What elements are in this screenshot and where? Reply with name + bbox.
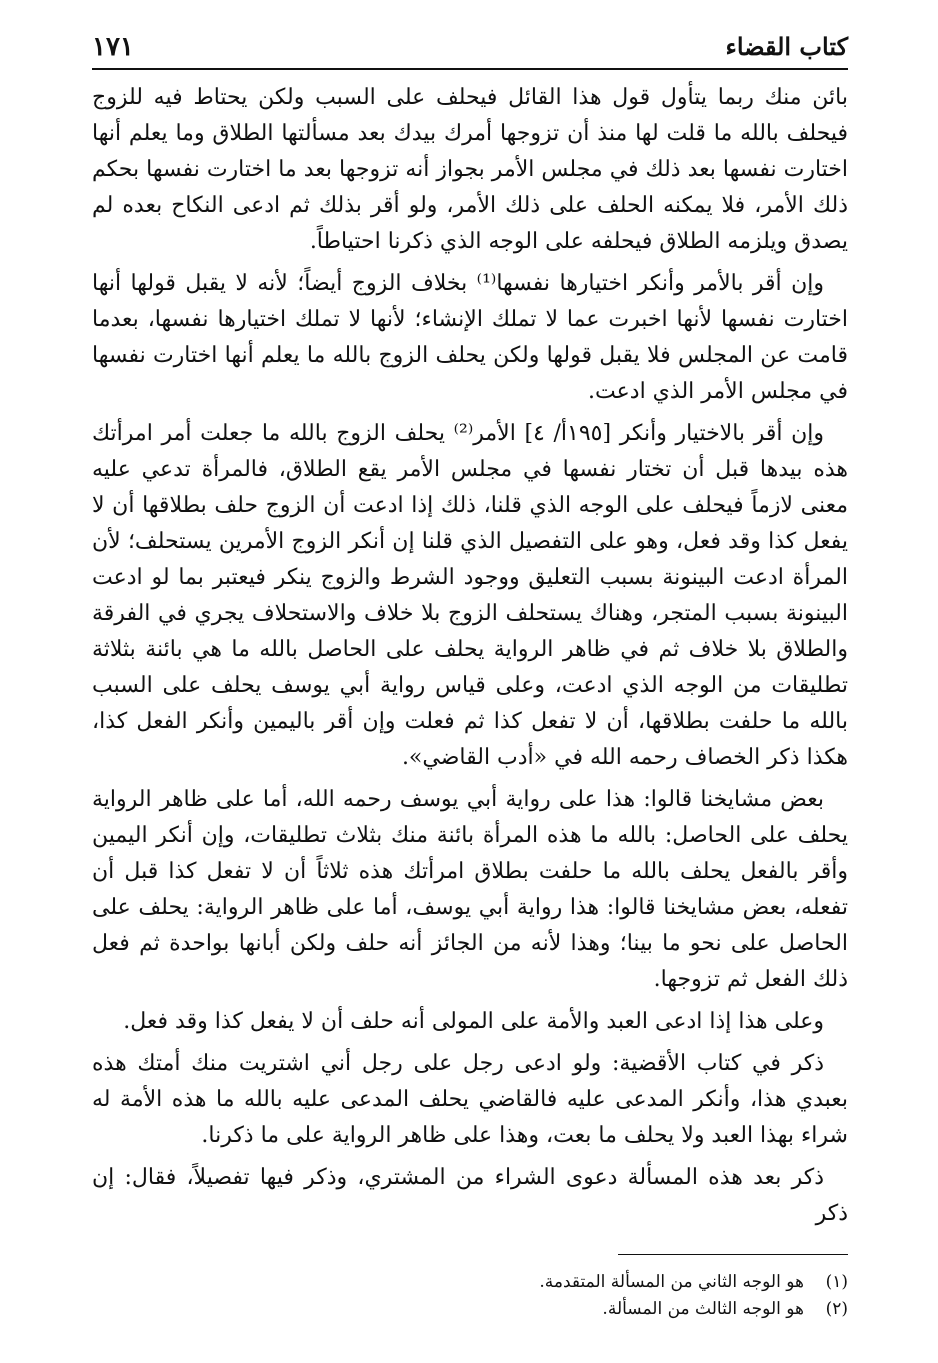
footnote-number: (٢) <box>825 1299 848 1319</box>
footnote-divider <box>618 1254 848 1255</box>
main-text <box>92 80 848 1232</box>
paragraph-6: ذكر في كتاب الأقضية: ولو ادعى رجل على رجل أني اشتريت منك أمتك هذه بعبدي هذا، وأنكر المدعى عليه فالقاضي يحلف المدعى عليه بالله ما هذه الأمة له شراء بهذا العبد ولا يحلف ما بعت، وهذا على ظاهر الرواية على ما ذكرنا. <box>92 1051 848 1148</box>
paragraph-2: وإن أقر بالأمر وأنكر اختيارها نفسها⁽¹⁾ بخلاف الزوج أيضاً؛ لأنه لا يقبل قولها أنها اختارت نفسها لأنها اخبرت عما لا تملك الإنشاء؛ لأنها لا تملك اختيارها نفسها، بعدما قامت عن المجلس فلا يقبل قولها ولكن يحلف الزوج بالله ما يعلم أنها اختارت نفسها في مجلس الأمر الذي ادعت. <box>92 271 848 404</box>
page-number: ١٧١ <box>92 32 134 62</box>
book-page <box>92 30 848 1323</box>
footnote-text: هو الوجه الثاني من المسألة المتقدمة. <box>539 1272 804 1292</box>
header-title: كتاب القضاء <box>725 32 848 61</box>
paragraph-3: وإن أقر بالاختيار وأنكر [١٩٥أ/ ٤] الأمر⁽²⁾ يحلف الزوج بالله ما جعلت أمر امرأتك هذه بيدها قبل أن تختار نفسها في مجلس الأمر يقع الطلاق، فالمرأة تدعي عليه معنى لازماً فيحلف على الوجه الذي قلنا، ذلك إذا ادعت أن الزوج حلف بطلاقها أن لا يفعل كذا وقد فعل، وهو على التفصيل الذي قلنا إن أنكر الزوج الأمرين يستحلف؛ لأن المرأة ادعت البينونة بسبب التعليق ووجود الشرط والزوج ينكر فيعتبر بما لو ادعت البينونة بسبب المتجر، وهناك يستحلف الزوج بلا خلاف والاستحلاف يجري في الفرقة والطلاق بلا خلاف ثم في ظاهر الرواية يحلف على الحاصل بالله ما هي بائنة بثلاثة تطليقات من الوجه الذي ادعت، وعلى قياس رواية أبي يوسف يحلف على السبب بالله ما حلفت بطلاقها، أن لا تفعل كذا ثم فعلت وإن أقر باليمين وأنكر الفعل كذا، هكذا ذكر الخصاف رحمه الله في «أدب القاضي». <box>92 421 848 770</box>
footnote-number: (١) <box>825 1272 848 1292</box>
footnotes <box>92 1269 848 1323</box>
paragraph-7: ذكر بعد هذه المسألة دعوى الشراء من المشتري، وذكر فيها تفصيلاً، فقال: إن ذكر <box>92 1165 848 1226</box>
footnote-1 <box>92 1269 848 1296</box>
paragraph-1: بائن منك ربما يتأول قول هذا القائل فيحلف على السبب ولكن يحتاط فيه للزوج فيحلف بالله ما قلت لها منذ أن تزوجها أمرك بيدك بعد مسألتها الطلاق وما يعلم أنها اختارت نفسها بعد ذلك في مجلس الأمر بجواز أنه تزوجها بعد ما اختارت نفسها بحكم ذلك الأمر، فلا يمكنه الحلف على ذلك الأمر، ولو أقر بذلك ثم ادعى النكاح بعده لم يصدق ويلزمه الطلاق فيحلفه على الوجه الذي ذكرنا احتياطاً. <box>92 85 848 254</box>
running-header <box>92 30 848 70</box>
paragraph-5: وعلى هذا إذا ادعى العبد والأمة على المولى أنه حلف أن لا يفعل كذا وقد فعل. <box>123 1009 824 1034</box>
footnote-2 <box>92 1296 848 1323</box>
footnote-text: هو الوجه الثالث من المسألة. <box>602 1299 804 1319</box>
paragraph-4: بعض مشايخنا قالوا: هذا على رواية أبي يوسف رحمه الله، أما على ظاهر الرواية يحلف على الحاصل: بالله ما هذه المرأة بائنة منك بثلاث تطليقات، وإن أنكر اليمين وأقر بالفعل يحلف بالله ما حلفت بطلاق امرأتك هذه ثلاثاً أن لا تفعل كذا قبل أن تفعله، بعض مشايخنا قالوا: هذا رواية أبي يوسف، أما على ظاهر الرواية: يحلف على الحاصل على نحو ما بينا؛ وهذا لأنه من الجائز أنه حلف ولكن أبانها بواحدة ثم فعل ذلك الفعل ثم تزوجها. <box>92 787 848 992</box>
